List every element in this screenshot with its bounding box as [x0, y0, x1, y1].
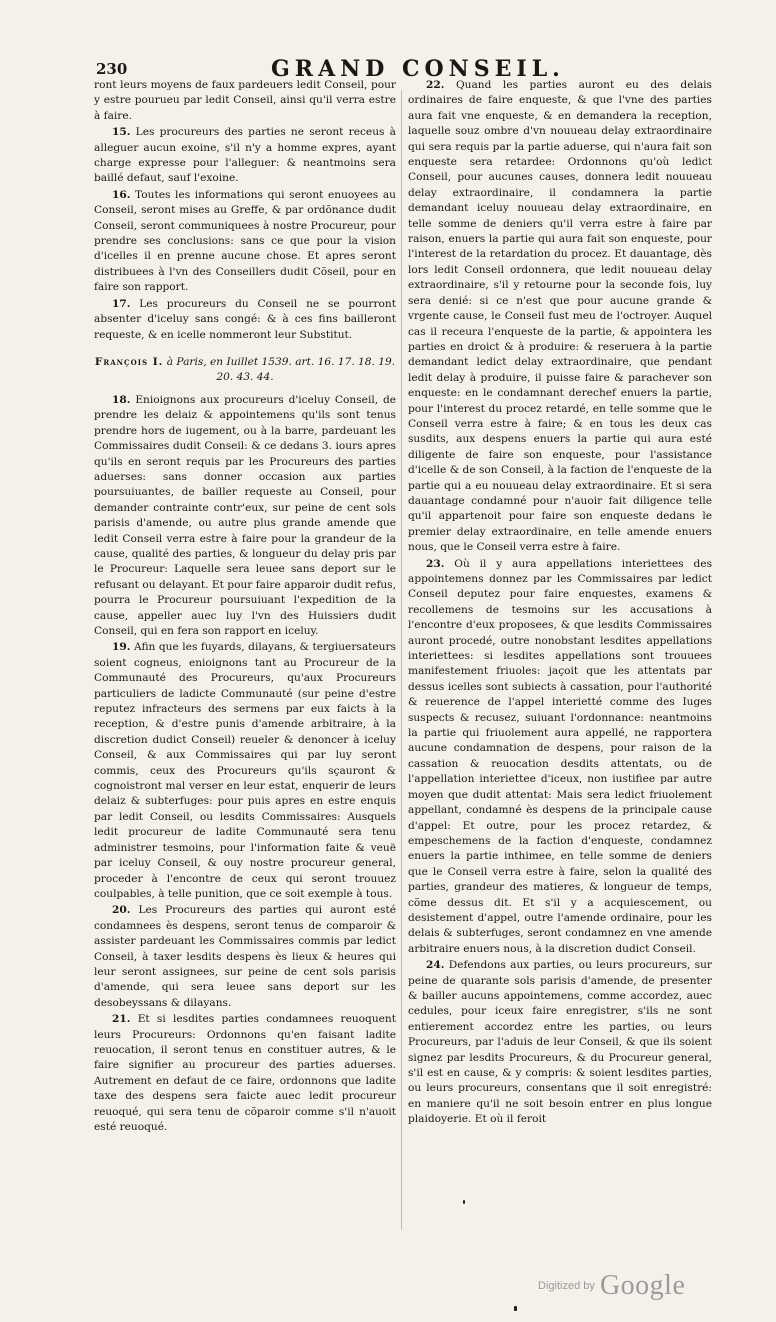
- article-15: [94, 125, 396, 187]
- article-number: 17.: [112, 297, 131, 310]
- article-text: Enioignons aux procureurs d'iceluy Conseil, de prendre les delaiz & appointemens qu'ils sont tenus prendre hors de iugement, ou à la barre, pardeuant les Commissaires dudit Conseil: & ce dedans 3. iours apres qu'ils en seront requis par les Procureurs des parties aduerses: sans donner occasion aux parties poursuiuantes, de bailler requeste au Conseil, pour demander contrainte contr'eux, sur peine de cent sols parisis d'amende, ou autre plus grande amende que ledit Conseil verra estre à faire pour la grandeur de la cause, qualité des parties, & longueur du delay pris par le Procureur: Laquelle sera leuee sans deport sur le refusant ou delayant. Et pour faire apparoir dudit refus, pourra le Procureur poursuiuant l'expedition de la cause, appeller auec luy l'vn des Huissiers dudit Conseil, qui en fera son rapport en iceluy.: [94, 393, 396, 637]
- running-title: GRAND CONSEIL.: [271, 56, 565, 82]
- article-text: Defendons aux parties, ou leurs procureurs, sur peine de quarante sols parisis d'amende, de presenter & bailler aucuns appointemens, comme accordez, auec cedules, pour iceux faire enregistrer, s'ils ne sont entierement accordez entre les parties, ou leurs Procureurs, par l'aduis de leur Conseil, & que ils soient signez par lesdits Procureurs, & du Procureur general, s'il est en cause, & y compris: & soient lesdites parties, ou leurs procureurs, consentans que il soit enregistré: en maniere qu'il ne soit besoin entrer en plus longue plaidoyerie. Et où il feroit: [408, 959, 712, 1126]
- article-number: 20.: [112, 904, 131, 917]
- article-text: Toutes les informations qui seront enuoyees au Conseil, seront mises au Greffe, & par ordõnance dudit Conseil, seront communiquees à nostre Procureur, pour prendre ses conclusions: sans ce que pour la vision d'icelles il en prenne aucune chose. Et apres seront distribuees à l'vn des Conseillers dudit Cõseil, pour en faire son rapport.: [94, 188, 396, 294]
- article-24: [408, 958, 712, 1127]
- article-0-continuation: [94, 78, 396, 124]
- article-text: Afin que les fuyards, dilayans, & tergiuersateurs soient cogneus, enioignons tant au Procureur de la Communauté des Procureurs, qu'aux Procureurs particuliers de ladicte Communauté (sur peine d'estre reputez infracteurs des sermens par eux faicts à la reception, & d'estre punis d'amende arbitraire, à la discretion dudict Conseil) reueler & denoncer à iceluy Conseil, & aux Commissaires qui par luy seront commis, ceux des Procureurs qu'ils sçauront & cognoistront mal verser en leur estat, enquerir de leurs delaiz & subterfuges: pour puis apres en estre enquis par ledit Conseil, ou lesdits Commissaires: Ausquels ledit procureur de ladite Communauté sera tenu administrer tesmoins, pour l'information faite & veuë par iceluy Conseil, & ouy nostre procureur general, proceder à l'encontre de ceux qui seront trouuez coulpables, à telle punition, que ce soit exemple à tous.: [94, 641, 396, 900]
- ordonnance-reference: [94, 353, 396, 385]
- article-text: ront leurs moyens de faux pardeuers ledit Conseil, pour y estre pourueu par ledit Conseil, ainsi qu'il verra estre à faire.: [94, 79, 396, 122]
- article-text: Quand les parties auront eu des delais ordinaires de faire enqueste, & que l'vne des parties aura fait vne enqueste, & en demandera la reception, laquelle souz ombre d'vn nouueau delay extraordinaire qui sera requis par la partie aduerse, qui n'aura fait son enqueste sera retardee: Ordonnons qu'où ledict Conseil, pour aucunes causes, donnera ledit nouueau delay extraordinaire, il condamnera la partie demandant iceluy nouueau delay extraordinaire, en telle somme de deniers qu'il verra estre à faire par raison, enuers la partie qui aura fait son enqueste, pour l'interest de la retardation du procez. Et dauantage, dès lors ledit Conseil ordonnera, que ledit nouueau delay extraordinaire, s'il y retourne pour la seconde fois, luy sera denié: si ce n'est que pour aucune grande & vrgente cause, le Conseil fust meu de l'octroyer. Auquel cas il receura l'enqueste de la partie, & appointera les parties en droict & à produire: & reseruera à la partie demandant ledict delay extraordinaire, que pendant ledit delay à produire, il puisse faire & parachever son enqueste: en le condamnant derechef enuers la partie, pour l'interest du procez retardé, en telle somme que le Conseil verra estre à faire; & en tous les deux cas susdits, aux despens enuers la partie qui aura esté diligente de faire son enqueste, pour l'assistance d'icelle & de son Conseil, à la faction de l'enqueste de la partie qui a eu nouueau delay extraordinaire. Et si sera dauantage condamné pour n'auoir fait diligence telle qu'il appartenoit pour faire son enqueste dedans le premier delay extraordinaire, en telle amende enuers nous, que le Conseil verra estre à faire.: [408, 79, 712, 554]
- article-number: 21.: [112, 1013, 131, 1026]
- article-text: Les procureurs des parties ne seront receus à alleguer aucun exoine, s'il n'y a homme expres, ayant charge expresse pour l'alleguer: & neantmoins sera baillé defaut, sauf l'exoine.: [94, 126, 396, 185]
- article-number: 23.: [426, 557, 445, 570]
- article-22: [408, 78, 712, 556]
- left-column: [94, 78, 396, 1136]
- article-21: [94, 1012, 396, 1135]
- article-number: 16.: [112, 188, 131, 201]
- article-number: 22.: [426, 79, 445, 91]
- article-number: 15.: [112, 126, 131, 139]
- watermark-prefix: Digitized by: [538, 1280, 595, 1292]
- google-watermark: [538, 1270, 708, 1310]
- column-divider: [401, 90, 402, 1230]
- article-number: 18.: [112, 393, 131, 406]
- article-23: [408, 557, 712, 958]
- article-text: Les Procureurs des parties qui auront esté condamnees ès despens, seront tenus de comparoir & assister pardeuant les Commissaires commis par ledict Conseil, à taxer lesdits despens ès lieux & heures qui leur seront assignees, sur peine de cent sols parisis d'amende, qui sera leuee sans deport sur les desobeyssans & dilayans.: [94, 904, 396, 1009]
- article-19: [94, 640, 396, 902]
- article-20: [94, 903, 396, 1011]
- article-number: 19.: [112, 641, 131, 654]
- right-column: [408, 78, 712, 1129]
- article-17: [94, 297, 396, 343]
- ordonnance-citation: à Paris, en Iuillet 1539. art. 16. 17. 18. 19. 20. 43. 44.: [166, 355, 396, 383]
- article-18: [94, 393, 396, 640]
- ink-speck: [514, 1306, 517, 1311]
- article-text: Et si lesdites parties condamnees reuoquent leurs Procureurs: Ordonnons qu'en faisant ladite reuocation, il seront tenus en constituer autres, & le faire signifier au procureur des parties aduerses. Autrement en defaut de ce faire, ordonnons que ladite taxe des despens sera faicte auec ledit procureur reuoqué, qui sera tenu de cõparoir comme s'il n'auoit esté reuoqué.: [94, 1013, 396, 1133]
- google-logo: Google: [599, 1270, 686, 1301]
- article-text: Où il y aura appellations interiettees des appointemens donnez par les Commissaires par ledict Conseil deputez pour faire enquestes, examens & recollemens de tesmoins sur les accusations à l'encontre d'eux proposees, & que lesdits Commissaires auront procedé, outre nonobstant lesdites appellations interiettees: si lesdites appellations sont trouuees manifestement friuoles: jaçoit que les attentats par dessus icelles sont subiects à cassation, pour l'authorité & reuerence de l'appel interietté comme des Iuges suspects & recusez, suiuant l'ordonnance: neantmoins la partie qui friuolement aura appellé, ne rapportera aucune condamnation de despens, pour raison de la cassation & reuocation desdits attentats, ou de l'appellation interiettee d'iceux, non iustifiee par autre moyen que dudit attentat: Mais sera ledict friuolement appellant, condamné ès despens de la principale cause d'appel: Et outre, pour les procez retardez, & empeschemens de la faction d'enqueste, condamnez enuers la partie inthimee, en telle somme de deniers que le Conseil verra estre à faire, selon la qualité des parties, grandeur des matieres, & longueur de temps, cõme dessus dit. Et s'il y a acquiescement, ou desistement d'appel, outre l'amende ordinaire, pour les delais & subterfuges, seront condamnez en vne amende arbitraire enuers nous, à la discretion dudict Conseil.: [408, 557, 713, 955]
- article-number: 24.: [426, 959, 445, 972]
- ordonnance-king: François I.: [94, 355, 164, 368]
- article-16: [94, 188, 396, 296]
- page-number: 230: [96, 60, 128, 78]
- ink-speck: [463, 1200, 465, 1204]
- article-text: Les procureurs du Conseil ne se pourront absenter d'iceluy sans congé: & à ces fins bailleront requeste, & en icelle nommeront leur Substitut.: [94, 297, 396, 341]
